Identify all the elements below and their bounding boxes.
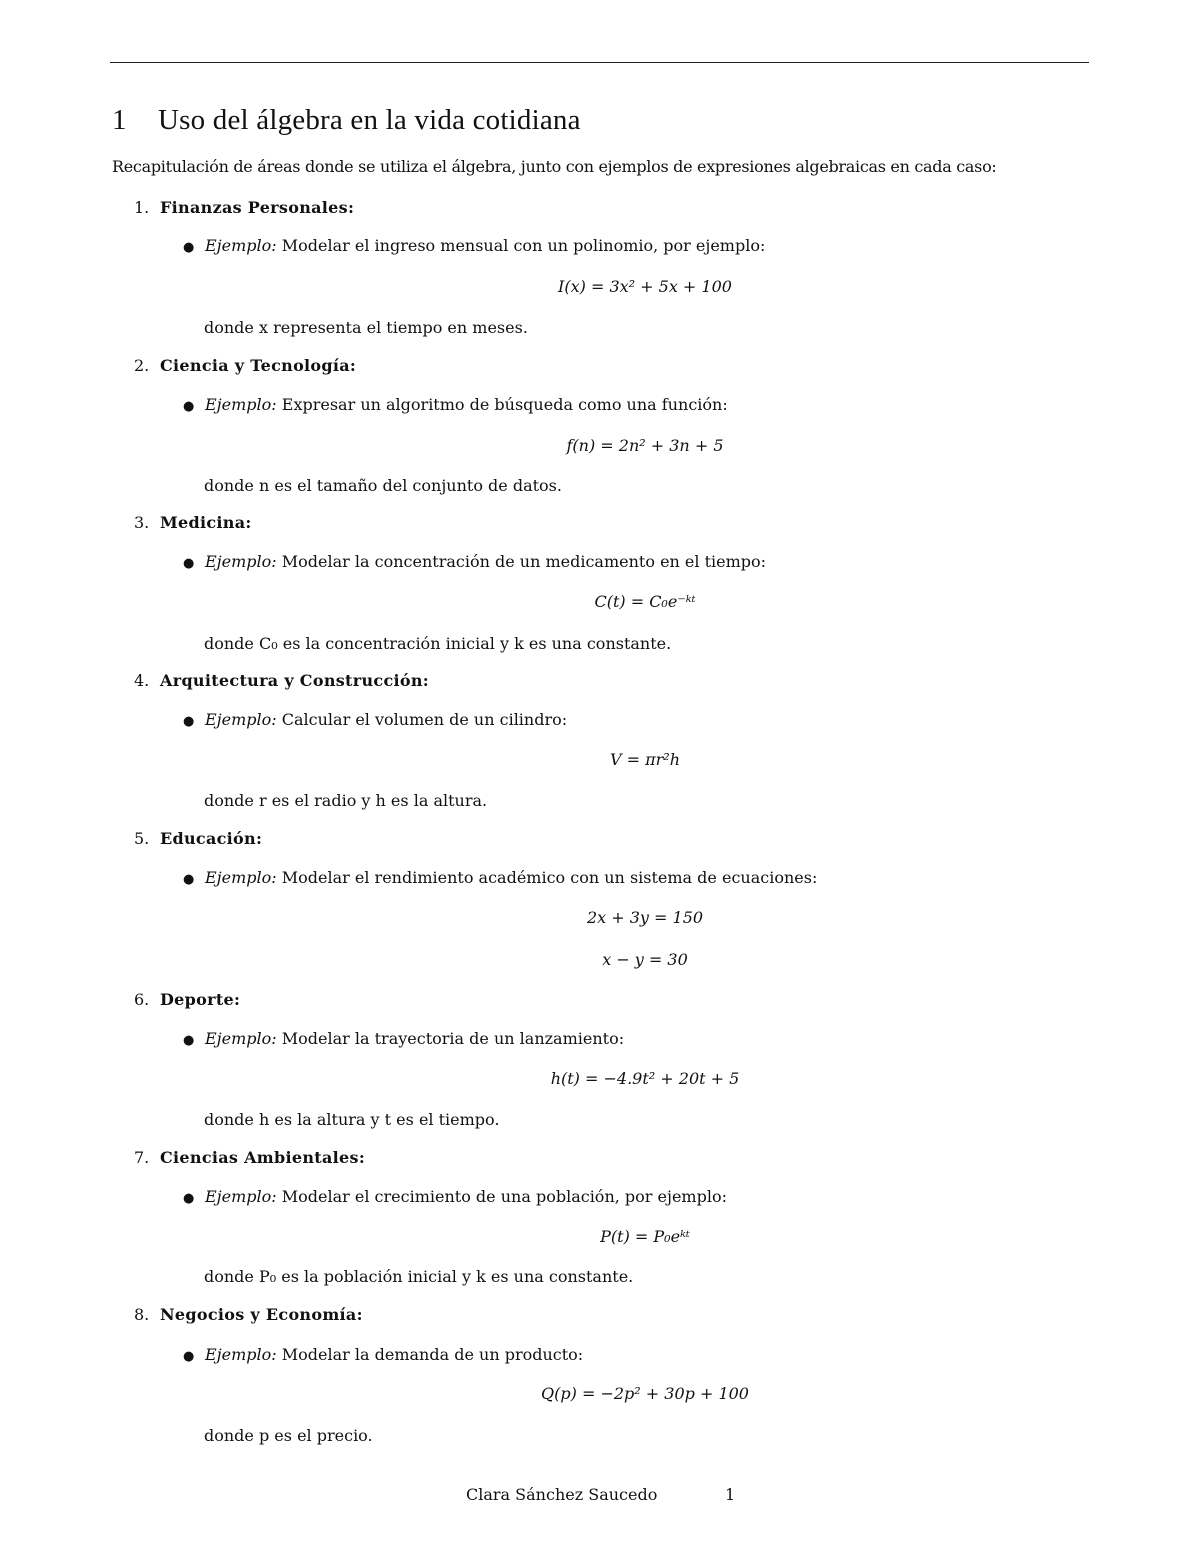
list-item-heading: 7. Ciencias Ambientales: xyxy=(134,1148,366,1167)
list-item-heading: 4. Arquitectura y Construcción: xyxy=(134,671,429,690)
list-item-heading: 1. Finanzas Personales: xyxy=(134,198,355,217)
example-line: ● Ejemplo: Modelar el crecimiento de una población, por ejemplo: xyxy=(183,1187,727,1206)
note-text: donde P₀ es la población inicial y k es una constante. xyxy=(204,1267,634,1286)
bullet-icon: ● xyxy=(183,1033,195,1048)
section-title-text: Uso del álgebra en la vida cotidiana xyxy=(158,104,581,136)
footer-author: Clara Sánchez Saucedo xyxy=(466,1485,658,1504)
bullet-icon: ● xyxy=(183,399,195,414)
note-text: donde x representa el tiempo en meses. xyxy=(204,318,528,337)
formula: Q(p) = −2p² + 30p + 100 xyxy=(541,1384,749,1403)
formula: x − y = 30 xyxy=(602,950,688,969)
note-text: donde n es el tamaño del conjunto de datos. xyxy=(204,476,562,495)
example-label: Ejemplo: xyxy=(205,395,277,414)
example-label: Ejemplo: xyxy=(205,1187,277,1206)
formula: 2x + 3y = 150 xyxy=(586,908,704,927)
bullet-icon: ● xyxy=(183,1349,195,1364)
list-item-heading: 3. Medicina: xyxy=(134,513,252,532)
list-item-heading: 6. Deporte: xyxy=(134,990,241,1009)
formula: f(n) = 2n² + 3n + 5 xyxy=(566,436,724,455)
list-item-heading: 5. Educación: xyxy=(134,829,263,848)
list-item-heading: 2. Ciencia y Tecnología: xyxy=(134,356,357,375)
bullet-icon: ● xyxy=(183,714,195,729)
bullet-icon: ● xyxy=(183,872,195,887)
example-line: ● Ejemplo: Modelar el ingreso mensual con un polinomio, por ejemplo: xyxy=(183,236,766,255)
page-number: 1 xyxy=(725,1485,736,1504)
note-text: donde p es el precio. xyxy=(204,1426,373,1445)
example-label: Ejemplo: xyxy=(205,710,277,729)
list-item-heading: 8. Negocios y Economía: xyxy=(134,1305,363,1324)
bullet-icon: ● xyxy=(183,240,195,255)
example-label: Ejemplo: xyxy=(205,1029,277,1048)
section-number: 1 xyxy=(112,104,127,136)
example-label: Ejemplo: xyxy=(205,236,277,255)
note-text: donde h es la altura y t es el tiempo. xyxy=(204,1110,500,1129)
formula: V = πr²h xyxy=(609,750,680,769)
formula: P(t) = P₀eᵏᵗ xyxy=(600,1227,690,1246)
bullet-icon: ● xyxy=(183,556,195,571)
formula: I(x) = 3x² + 5x + 100 xyxy=(558,277,732,296)
example-line: ● Ejemplo: Expresar un algoritmo de búsqueda como una función: xyxy=(183,395,728,414)
example-line: ● Ejemplo: Modelar la demanda de un producto: xyxy=(183,1345,584,1364)
example-label: Ejemplo: xyxy=(205,868,277,887)
formula: C(t) = C₀e⁻ᵏᵗ xyxy=(594,592,696,611)
bullet-icon: ● xyxy=(183,1191,195,1206)
example-label: Ejemplo: xyxy=(205,552,277,571)
example-line: ● Ejemplo: Modelar el rendimiento académico con un sistema de ecuaciones: xyxy=(183,868,818,887)
example-label: Ejemplo: xyxy=(205,1345,277,1364)
note-text: donde r es el radio y h es la altura. xyxy=(204,791,488,810)
note-text: donde C₀ es la concentración inicial y k es una constante. xyxy=(204,634,672,653)
header-rule xyxy=(110,62,1089,63)
intro-paragraph: Recapitulación de áreas donde se utiliza el álgebra, junto con ejemplos de expresiones algebraicas en cada caso: xyxy=(112,157,997,176)
formula: h(t) = −4.9t² + 20t + 5 xyxy=(550,1069,740,1088)
example-line: ● Ejemplo: Calcular el volumen de un cilindro: xyxy=(183,710,568,729)
example-line: ● Ejemplo: Modelar la concentración de un medicamento en el tiempo: xyxy=(183,552,767,571)
example-line: ● Ejemplo: Modelar la trayectoria de un lanzamiento: xyxy=(183,1029,625,1048)
section-title xyxy=(112,104,581,137)
